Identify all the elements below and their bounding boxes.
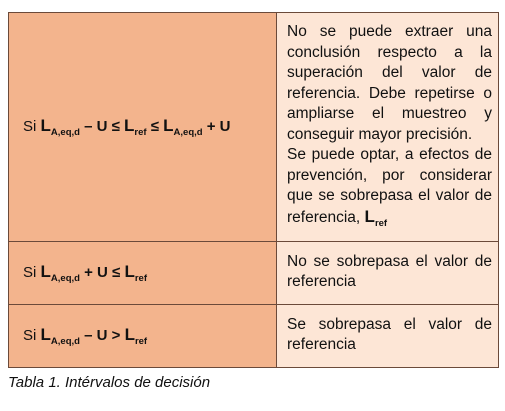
symbol-l: L — [40, 116, 51, 135]
symbol-l: L — [40, 262, 51, 281]
result-cell — [277, 13, 499, 242]
decision-table-wrapper — [8, 12, 492, 368]
table-row — [9, 242, 499, 305]
condition-cell — [9, 305, 277, 368]
operator: + U — [206, 118, 231, 135]
symbol-subscript: ref — [134, 336, 148, 347]
symbol-subscript: A,eq,d — [50, 127, 80, 138]
result-text: Se puede optar, a efectos de prevención, por considerar que se sobrepasa el valor de referencia, — [287, 146, 492, 226]
symbol-subscript: ref — [134, 273, 147, 284]
symbol-subscript: A,eq,d — [50, 336, 80, 347]
operator: + U ≤ — [84, 264, 121, 281]
symbol-subscript: A,eq,d — [50, 273, 80, 284]
symbol-subscript: A,eq,d — [173, 127, 203, 138]
condition-prefix: Si — [23, 118, 37, 135]
table-row — [9, 305, 499, 368]
operator: ≤ — [150, 118, 159, 135]
condition-prefix: Si — [23, 264, 37, 281]
symbol-l: L — [124, 116, 135, 135]
symbol-l: L — [40, 325, 51, 344]
symbol-subscript: ref — [134, 127, 147, 138]
condition-cell — [9, 13, 277, 242]
symbol-l: L — [163, 116, 174, 135]
symbol-l: L — [124, 262, 135, 281]
operator: – U > — [84, 327, 121, 344]
condition-prefix: Si — [23, 327, 37, 344]
operator: – U ≤ — [84, 118, 120, 135]
result-paragraph — [287, 145, 492, 234]
decision-table — [8, 12, 499, 368]
table-caption: Tabla 1. Intérvalos de decisión — [8, 374, 211, 391]
result-cell: No se sobrepasa el valor de referencia — [277, 242, 499, 305]
result-cell: Se sobrepasa el valor de referencia — [277, 305, 499, 368]
symbol-l: L — [364, 206, 375, 226]
symbol-subscript: ref — [374, 217, 388, 229]
table-row — [9, 13, 499, 242]
result-paragraph: No se puede extraer una conclusión respecto a la superación del valor de referencia. Debe repetirse o ampliarse el muestreo y conseguir mayor precisión. — [287, 23, 492, 143]
symbol-l: L — [124, 325, 135, 344]
condition-cell — [9, 242, 277, 305]
